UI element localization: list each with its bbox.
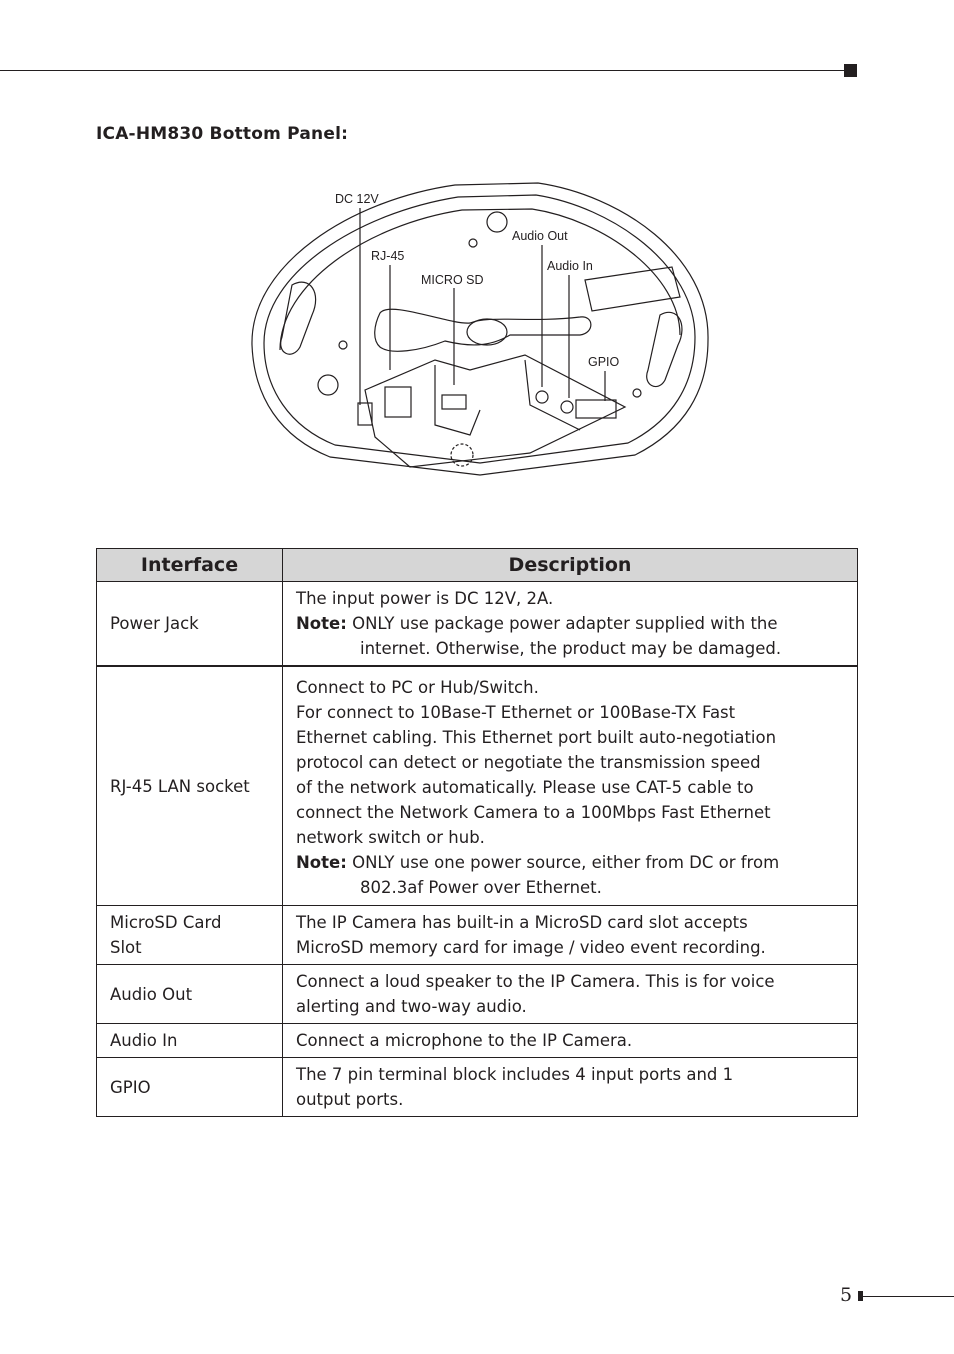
camera-bottom-panel-illustration — [240, 175, 720, 495]
description-cell — [283, 1058, 858, 1117]
rj45-port — [385, 387, 411, 417]
interface-line: Slot — [110, 938, 142, 957]
reset-button-ring — [451, 444, 473, 466]
interface-cell: RJ-45 LAN socket — [97, 666, 283, 906]
audio-in-port — [561, 401, 573, 413]
section-title: ICA-HM830 Bottom Panel: — [96, 124, 349, 144]
page-number: 5 — [840, 1284, 853, 1306]
interface-table — [96, 548, 858, 1117]
description-cell — [283, 906, 858, 965]
bottom-panel-diagram — [240, 175, 720, 495]
screw-hole-left — [318, 375, 338, 395]
note-text: ONLY use one power source, either from DC or from — [352, 853, 780, 872]
note-text-continued: 802.3af Power over Ethernet. — [360, 878, 602, 897]
description-line: Connect a microphone to the IP Camera. — [296, 1031, 633, 1050]
bracket-hub — [467, 319, 507, 345]
description-cell — [283, 582, 858, 667]
table-header-row — [97, 549, 858, 582]
description-line: of the network automatically. Please use CAT-5 cable to — [296, 778, 754, 797]
callout-audio-in: Audio In — [547, 259, 593, 273]
housing-outline — [252, 183, 708, 475]
description-cell — [283, 666, 858, 906]
header-description: Description — [283, 549, 858, 582]
description-line: network switch or hub. — [296, 828, 485, 847]
microsd-slot — [442, 395, 466, 409]
left-mount-slot — [281, 282, 316, 354]
table-row — [97, 1058, 858, 1117]
footer-rule — [863, 1296, 954, 1297]
description-cell — [283, 965, 858, 1024]
callout-microsd: MICRO SD — [421, 273, 484, 287]
table-row — [97, 582, 858, 667]
housing-inner-rim — [264, 195, 695, 463]
table-row — [97, 965, 858, 1024]
description-line: The IP Camera has built-in a MicroSD card slot accepts — [296, 913, 748, 932]
note-label: Note: — [296, 614, 347, 633]
description-line: Connect to PC or Hub/Switch. — [296, 678, 539, 697]
description-line: The input power is DC 12V, 2A. — [296, 589, 554, 608]
header-square-mark — [844, 64, 857, 77]
header-interface: Interface — [97, 549, 283, 582]
description-line: For connect to 10Base-T Ethernet or 100Base-TX Fast — [296, 703, 736, 722]
description-line: connect the Network Camera to a 100Mbps Fast Ethernet — [296, 803, 771, 822]
description-line: output ports. — [296, 1090, 404, 1109]
screw-hole-small — [469, 239, 477, 247]
table-row — [97, 906, 858, 965]
bay-wall-right — [525, 360, 580, 430]
note-text-continued: internet. Otherwise, the product may be damaged. — [360, 639, 782, 658]
description-line: protocol can detect or negotiate the transmission speed — [296, 753, 761, 772]
interface-cell — [97, 906, 283, 965]
table-row — [97, 1024, 858, 1058]
table-row — [97, 666, 858, 906]
callout-rj45: RJ-45 — [371, 249, 405, 263]
screw-hole-left-small — [339, 341, 347, 349]
description-cell — [283, 1024, 858, 1058]
note-text: ONLY use package power adapter supplied with the — [352, 614, 778, 633]
interface-cell: Audio In — [97, 1024, 283, 1058]
screw-hole-right-small — [633, 389, 641, 397]
gpio-terminal — [576, 400, 616, 418]
connector-bay — [365, 355, 625, 467]
audio-out-port — [536, 391, 548, 403]
note-label: Note: — [296, 853, 347, 872]
header-rule — [0, 70, 846, 71]
description-line: alerting and two-way audio. — [296, 997, 527, 1016]
callout-dc12v: DC 12V — [335, 192, 379, 206]
callout-gpio: GPIO — [588, 355, 620, 369]
description-line: Connect a loud speaker to the IP Camera. This is for voice — [296, 972, 775, 991]
callout-audio-out: Audio Out — [512, 229, 568, 243]
right-mount-slot — [647, 312, 682, 386]
interface-cell: Power Jack — [97, 582, 283, 667]
interface-cell: Audio Out — [97, 965, 283, 1024]
screw-hole-top — [487, 212, 507, 232]
description-line: Ethernet cabling. This Ethernet port built auto-negotiation — [296, 728, 777, 747]
interface-line: MicroSD Card — [110, 913, 222, 932]
description-line: The 7 pin terminal block includes 4 input ports and 1 — [296, 1065, 734, 1084]
interface-cell: GPIO — [97, 1058, 283, 1117]
description-line: MicroSD memory card for image / video event recording. — [296, 938, 766, 957]
